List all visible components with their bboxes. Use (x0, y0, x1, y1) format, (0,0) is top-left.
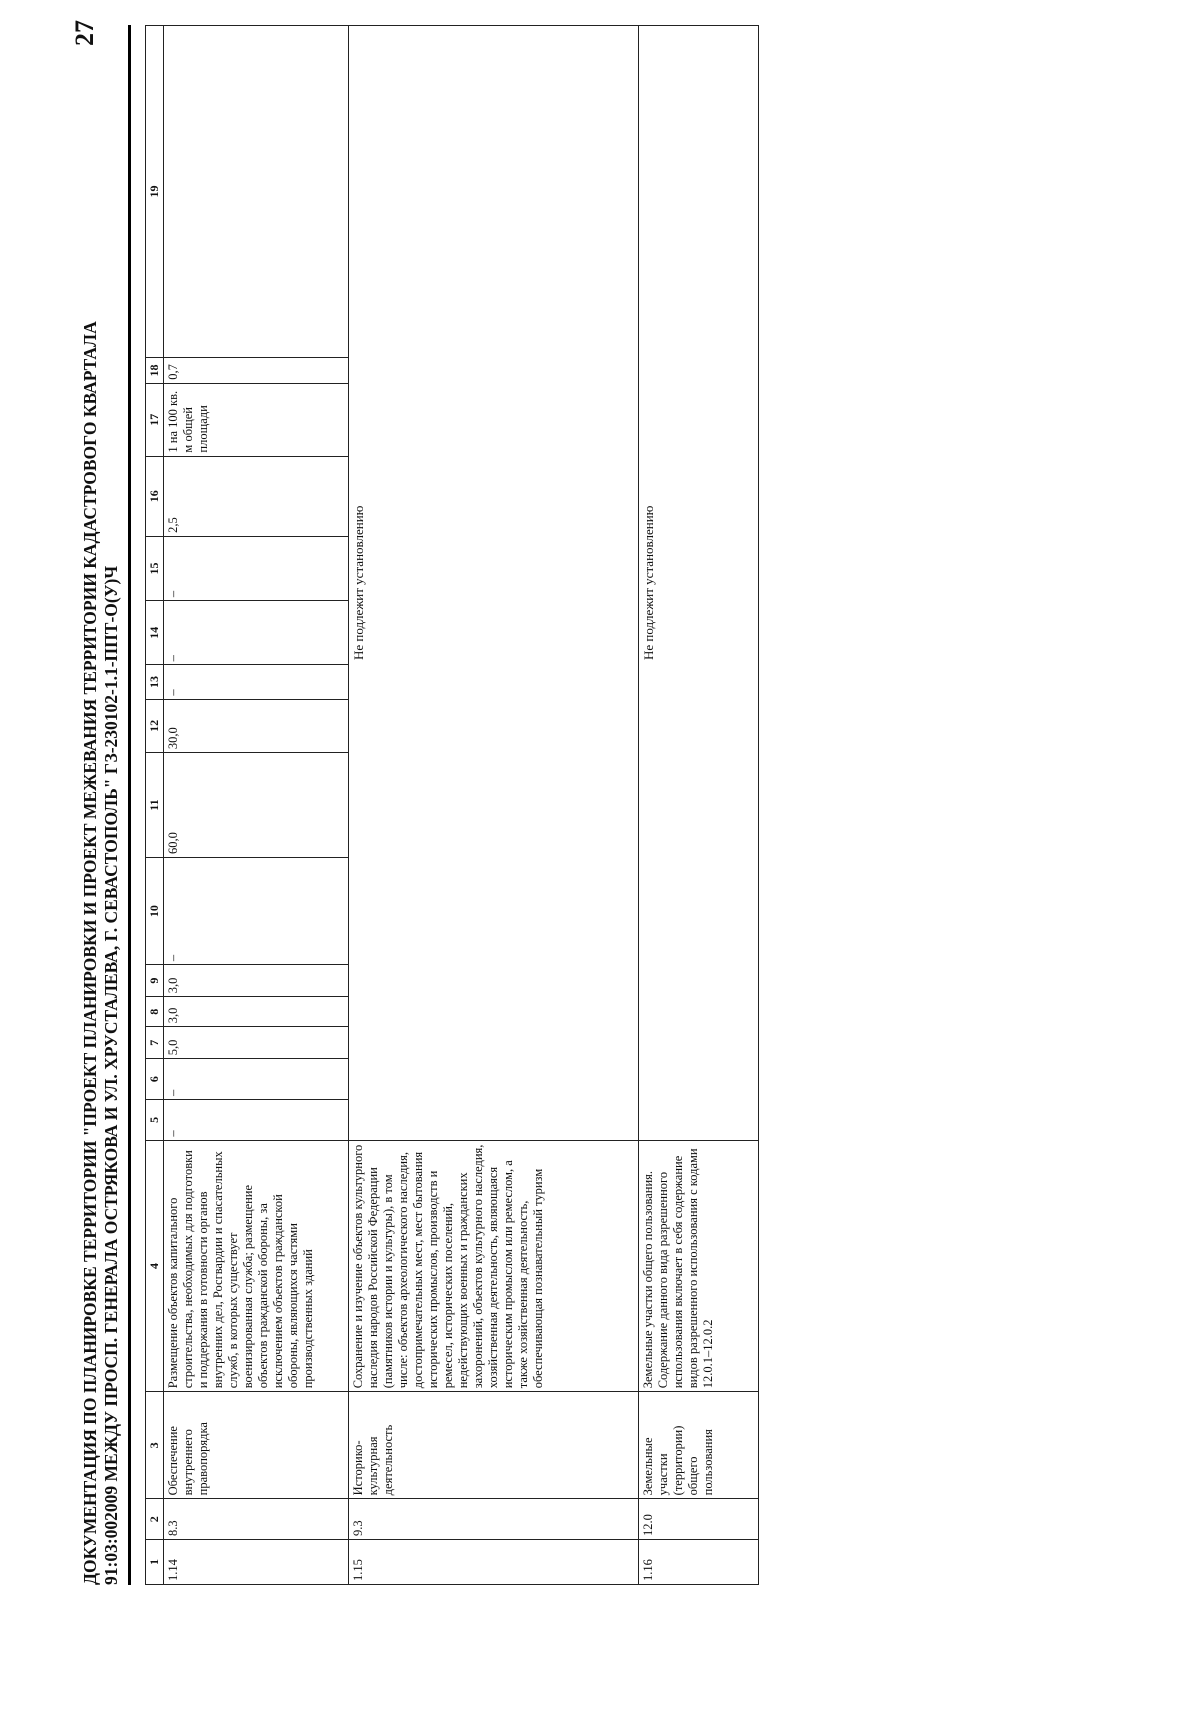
col-header: 1 (146, 1540, 164, 1585)
cell-value: – (164, 1099, 349, 1140)
col-header: 2 (146, 1499, 164, 1540)
col-header: 17 (146, 383, 164, 456)
cell-value: 2,5 (164, 456, 349, 536)
header-line-2: 91:03:002009 МЕЖДУ ПРОСП. ГЕНЕРАЛА ОСТРЯКОВА И УЛ. ХРУСТАЛЕВА, Г. СЕВАСТОПОЛЬ" ГЗ-230102-1.1-ППТ-О(У)Ч (101, 565, 121, 1585)
col-header: 14 (146, 601, 164, 665)
cell-value: 3,0 (164, 965, 349, 997)
cell-value: 0,7 (164, 358, 349, 384)
cell-code: 8.3 (164, 1499, 349, 1540)
cell-use-name: Земельные участки (территории) общего пользования (639, 1392, 759, 1499)
page-number: 27 (70, 20, 99, 46)
header-rule (128, 25, 131, 1585)
col-header: 11 (146, 753, 164, 858)
cell-description: Земельные участки общего пользования. Содержание данного вида разрешенного использования включает в себя содержание видов разрешенного использования с кодами 12.0.1–12.0.2 (639, 1140, 759, 1392)
header-line-1: ДОКУМЕНТАЦИЯ ПО ПЛАНИРОВКЕ ТЕРРИТОРИИ "ПРОЕКТ ПЛАНИРОВКИ И ПРОЕКТ МЕЖЕВАНИЯ ТЕРРИТОРИИ КАДАСТРОВОГО КВАРТАЛА (80, 321, 100, 1585)
cell-value (164, 26, 349, 358)
cell-code: 12.0 (639, 1499, 759, 1540)
cell-value: – (164, 601, 349, 665)
cell-code: 9.3 (349, 1499, 639, 1540)
col-header: 13 (146, 665, 164, 699)
col-header: 12 (146, 699, 164, 753)
cell-number: 1.16 (639, 1540, 759, 1585)
col-header: 16 (146, 456, 164, 536)
col-header: 8 (146, 997, 164, 1027)
cell-description: Сохранение и изучение объектов культурного наследия народов Российской Федерации (памятников истории и культуры), в том числе: объектов археологического наследия, достопримечательных мест, мест бытования исторических промыслов, производств и ремесел, исторических поселений, недействующих военных и гражданских захоронений, объектов культурного наследия, хозяйственная деятельность, являющаяся историческим промыслом или ремеслом, а также хозяйственная деятельность, обеспечивающая познавательный туризм (349, 1140, 639, 1392)
header-row (146, 26, 164, 1585)
col-header: 3 (146, 1392, 164, 1499)
table-row (164, 26, 349, 1585)
document-header (80, 105, 122, 1585)
col-header: 6 (146, 1059, 164, 1100)
col-header: 15 (146, 536, 164, 600)
col-header: 5 (146, 1099, 164, 1140)
rotated-sheet (70, 0, 1070, 1625)
cell-value: – (164, 1059, 349, 1100)
cell-use-name: Историко-культурная деятельность (349, 1392, 639, 1499)
col-header: 4 (146, 1140, 164, 1392)
zoning-table (145, 25, 759, 1585)
col-header: 10 (146, 858, 164, 965)
cell-use-name: Обеспечение внутреннего правопорядка (164, 1392, 349, 1499)
col-header: 9 (146, 965, 164, 997)
merged-note: Не подлежит установлению (639, 26, 759, 1141)
cell-value: 1 на 100 кв. м общей площади (164, 383, 349, 456)
cell-description: Размещение объектов капитального строительства, необходимых для подготовки и поддержания в готовности органов внутренних дел, Росгвардии и спасательных служб, в которых существует военизированная служба; размещение объектов гражданской обороны, за исключением объектов гражданской обороны, являющихся частями производственных зданий (164, 1140, 349, 1392)
cell-value: – (164, 665, 349, 699)
cell-number: 1.15 (349, 1540, 639, 1585)
cell-value: 60,0 (164, 753, 349, 858)
col-header: 7 (146, 1027, 164, 1059)
col-header: 19 (146, 26, 164, 358)
cell-value: 30,0 (164, 699, 349, 753)
table-row (349, 26, 639, 1585)
col-header: 18 (146, 358, 164, 384)
cell-value: – (164, 536, 349, 600)
merged-note: Не подлежит установлению (349, 26, 639, 1141)
cell-value: 5,0 (164, 1027, 349, 1059)
cell-value: – (164, 858, 349, 965)
cell-value: 3,0 (164, 997, 349, 1027)
table-row (639, 26, 759, 1585)
cell-number: 1.14 (164, 1540, 349, 1585)
